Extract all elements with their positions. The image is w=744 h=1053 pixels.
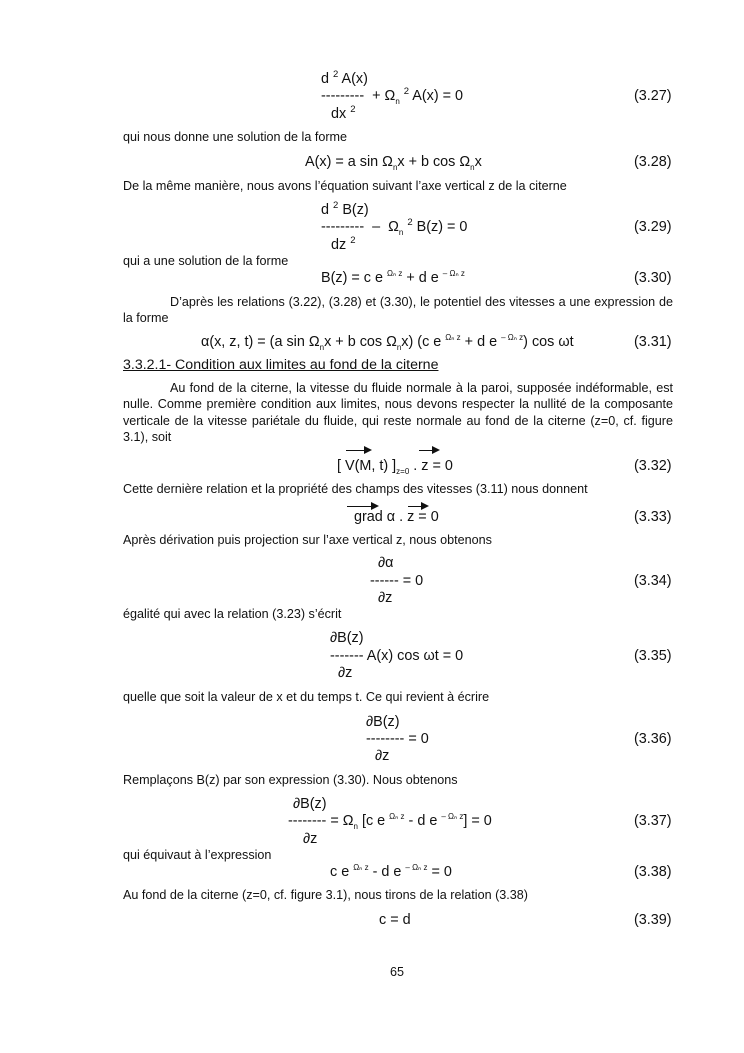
eq336-number: (3.36) bbox=[634, 731, 672, 747]
eq330-number: (3.30) bbox=[634, 270, 672, 286]
page-number: 65 bbox=[390, 965, 405, 979]
eq328: A(x) = a $\sin \Omega_nx + b$ $\cos \Omega_nx$ bbox=[305, 154, 482, 172]
eq331-number: (3.31) bbox=[634, 334, 672, 350]
eq333-number: (3.33) bbox=[634, 509, 672, 525]
eq336-denominator: ∂z bbox=[375, 748, 390, 764]
eq335-denominator: ∂z bbox=[338, 665, 353, 681]
eq334-number: (3.34) bbox=[634, 573, 672, 589]
text-line-3: qui a une solution de la forme bbox=[123, 254, 289, 268]
text-line-4: Cette dernière relation et la propriété des champs des vitesses (3.11) nous donnent bbox=[123, 482, 588, 496]
eq337-line: -------- = $\Omega_n$ [c e $^{\Omega_n z}$ - d e $^{- \Omega_n z}$] = 0 bbox=[288, 812, 492, 831]
eq335-number: (3.35) bbox=[634, 648, 672, 664]
eq335-line: ------- A(x) cos ωt = 0 bbox=[330, 648, 464, 664]
eq336-line: -------- = 0 bbox=[366, 731, 429, 747]
eq329-numerator: d $^2$ B(z) bbox=[321, 200, 369, 218]
section-heading: 3.3.2.1- Condition aux limites au fond de la citerne bbox=[123, 357, 439, 373]
eq329-number: (3.29) bbox=[634, 219, 672, 235]
eq337-number: (3.37) bbox=[634, 813, 672, 829]
eq327-denominator: dx $^2$ bbox=[331, 104, 356, 122]
text-line-1: qui nous donne une solution de la forme bbox=[123, 130, 348, 144]
eq335-numerator: ∂B(z) bbox=[330, 630, 364, 646]
vector-arrow-z2 bbox=[408, 506, 427, 507]
eq339: c = d bbox=[379, 912, 411, 928]
eq329-line: --------- – $\Omega_n$ $^2$ B(z) = 0 bbox=[321, 217, 468, 237]
text-line-9: qui équivaut à l’expression bbox=[123, 848, 272, 862]
vector-arrow-z bbox=[419, 450, 438, 451]
eq332-number: (3.32) bbox=[634, 458, 672, 474]
vector-arrow-v bbox=[346, 450, 370, 451]
eq331: α(x, z, t) = (a $\sin \Omega_nx + b$ $\cos \Omega_nx$) (c e $^{\Omega_n z}$ + d e $^{- \Omega_n z}$) cos ωt bbox=[201, 333, 574, 352]
eq337-denominator: ∂z bbox=[303, 831, 318, 847]
eq327-line: --------- + $\Omega_n$ $^2$ A(x) = 0 bbox=[321, 86, 464, 106]
paragraph-2: Au fond de la citerne, la vitesse du fluide normale à la paroi, supposée indéformable, est nulle. Comme première condition aux limites, nous devons respecter la nullité de la composante verticale de la vitesse pariétale du fluide, qui reste normale au fond de la citerne (z=0, cf. figure 3.1), soit bbox=[123, 381, 673, 444]
text-line-8: Remplaçons B(z) par son expression (3.30). Nous obtenons bbox=[123, 773, 458, 787]
text-line-5: Après dérivation puis projection sur l’axe vertical z, nous obtenons bbox=[123, 533, 492, 547]
eq330: B(z) = c e $^{\Omega_n z}$ + d e $^{- \Omega_n z}$ bbox=[321, 269, 465, 286]
eq333: grad α . z = 0 bbox=[354, 509, 439, 525]
eq339-number: (3.39) bbox=[634, 912, 672, 928]
paragraph-1: D’après les relations (3.22), (3.28) et (3.30), le potentiel des vitesses a une expression de la forme bbox=[123, 295, 673, 326]
text-line-10: Au fond de la citerne (z=0, cf. figure 3.1), nous tirons de la relation (3.38) bbox=[123, 888, 528, 902]
text-line-7: quelle que soit la valeur de x et du temps t. Ce qui revient à écrire bbox=[123, 690, 490, 704]
eq334-denominator: ∂z bbox=[378, 590, 393, 606]
eq332: [ V(M, t) ]$_{z=0}$ . z = 0 bbox=[337, 458, 453, 476]
eq334-line: ------ = 0 bbox=[370, 573, 424, 589]
vector-arrow-grad bbox=[347, 506, 377, 507]
text-line-6: égalité qui avec la relation (3.23) s’écrit bbox=[123, 607, 342, 621]
eq329-denominator: dz $^2$ bbox=[331, 235, 356, 253]
text-line-2: De la même manière, nous avons l’équation suivant l’axe vertical z de la citerne bbox=[123, 179, 567, 193]
eq338: c e $^{\Omega_n z}$ - d e $^{- \Omega_n z}$ = 0 bbox=[330, 863, 452, 880]
eq327-number: (3.27) bbox=[634, 88, 672, 104]
eq327-numerator: d $^2$ A(x) bbox=[321, 69, 368, 87]
eq334-numerator: ∂α bbox=[378, 555, 394, 571]
eq337-numerator: ∂B(z) bbox=[293, 796, 327, 812]
eq338-number: (3.38) bbox=[634, 864, 672, 880]
eq328-number: (3.28) bbox=[634, 154, 672, 170]
eq336-numerator: ∂B(z) bbox=[366, 714, 400, 730]
